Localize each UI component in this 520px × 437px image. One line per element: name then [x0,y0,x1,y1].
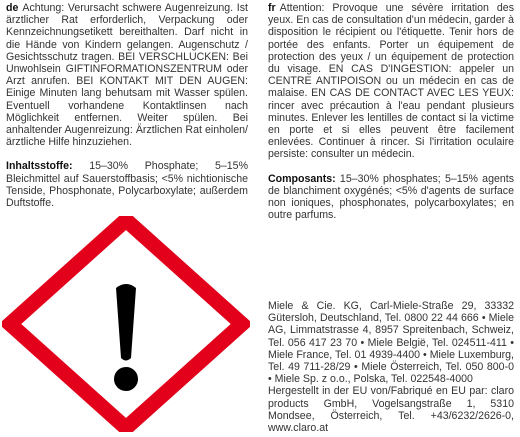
german-language-code: de [6,2,19,14]
producer-info: Hergestellt in der EU von/Fabriqué en EU par: claro products GmbH, Vogelsangstraße 1, 5310 Mondsee, Österreich, Tel. +43/6232/2626-0, www.claro.at [268,385,514,435]
german-ingredients-label: Inhaltsstoffe: [6,160,73,173]
spacer [6,148,248,160]
french-warning-paragraph [268,2,514,161]
german-ingredients-paragraph [6,160,248,209]
german-column [6,2,248,209]
french-ingredients-label: Composants: [268,172,336,185]
french-column [268,2,514,221]
french-ingredients-text: 15–30% phosphates; 5–15% agents de blanchiment oxygénés; <5% d'agents de surface non ioniques, phosphonates, polycarboxylates; en outre parfums. [268,172,514,222]
distributor-contacts: Miele & Cie. KG, Carl-Miele-Straße 29, 33332 Gütersloh, Deutschland, Tel. 0800 22 44 666 • Miele AG, Limmatstrasse 4, 8957 Spreitenbach, Schweiz, Tel. 056 417 23 70 • Miele België, Tel. 024511-411 • Miele France, Tel. 01 4939-4400 • Miele Luxemburg, Tel. 49 711-28/29 • Miele Österreich, Tel. 050 800-0 • Miele Sp. z o.o., Polska, Tel. 022548-4000 [268,300,514,386]
german-warning-paragraph [6,2,248,148]
german-ingredients-text: 15–30% Phosphate; 5–15% Bleichmittel auf Sauerstoffbasis; <5% nichtionische Tenside, Phosphonate, Polycarboxylate; außerdem Duftstoffe. [6,160,248,210]
manufacturer-block [268,300,514,434]
ghs07-exclamation-mark-icon [2,216,250,432]
french-language-code: fr [268,2,276,14]
french-warning-text: Attention: Provoque une sévère irritation des yeux. En cas de consultation d'un médecin, garder à disposition le récipient ou l'étiquette. Tenir hors de portée des enfants. Porter un équipement de protection des yeux / un équipement de protection du visage. EN CAS D'INGESTION: appeler un CENTRE ANTIPOISON ou un médecin en cas de malaise. EN CAS DE CONTACT AVEC LES YEUX: rincer avec précaution à l'eau pendant plusieurs minutes. Enlever les lentilles de contact si la victime en porte et si elles peuvent être facilement enlevées. Continuer à rincer. Si l'irritation oculaire persiste: consulter un médecin. [268,2,514,161]
german-warning-text: Achtung: Verursacht schwere Augenreizung. Ist ärztlicher Rat erforderlich, Verpackung oder Kennzeichnungsetikett bereithalten. Darf nicht in die Hände von Kindern gelangen. Augenschutz / Gesichtsschutz tragen. BEI VERSCHLUCKEN: Bei Unwohlsein GIFTINFORMATIONSZENTRUM oder Arzt anrufen. BEI KONTAKT MIT DEN AUGEN: Einige Minuten lang behutsam mit Wasser spülen. Eventuell vorhandene Kontaktlinsen nach Möglichkeit entfernen. Weiter spülen. Bei anhaltender Augenreizung: Ärztlichen Rat einholen/ärztliche Hilfe hinzuziehen. [6,2,248,149]
spacer [268,161,514,173]
exclamation-dot [114,367,138,391]
french-ingredients-paragraph [268,173,514,222]
